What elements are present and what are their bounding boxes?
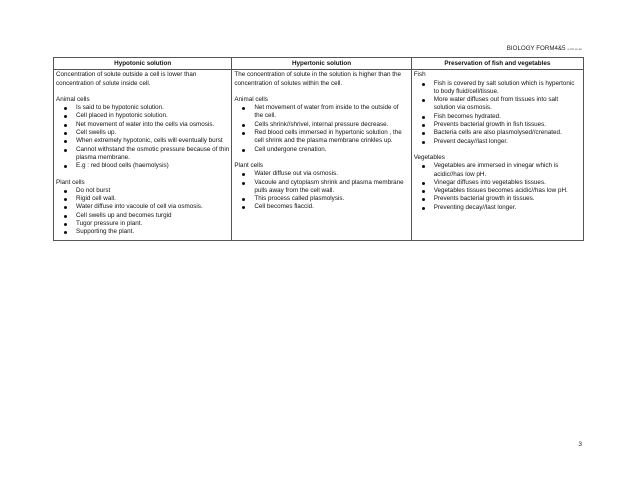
list-item: Fish becomes hydrated. xyxy=(434,113,581,121)
list-item: Vegetables are immersed in vinegar which is acidic//has low pH. xyxy=(434,162,581,179)
table-body-row xyxy=(54,70,584,240)
vegetables-heading: Vegetables xyxy=(413,153,445,161)
hypertonic-animal-heading: Animal cells xyxy=(234,95,268,103)
list-item: Vinegar diffuses into vegetables tissues. xyxy=(434,179,581,187)
list-item: Net movement of water from inside to the outside of the cell. xyxy=(254,104,408,121)
list-item: Fish is covered by salt solution which is hypertonic to body fluid/cell/tissue. xyxy=(434,80,581,97)
fish-list xyxy=(414,80,581,146)
list-item: E.g : red blood cells (haemolysis) xyxy=(76,162,229,170)
column-heading-preservation: Preservation of fish and vegetables xyxy=(411,58,583,70)
hypertonic-plant-list xyxy=(234,170,408,211)
page-number: 3 xyxy=(578,441,582,448)
hypotonic-animal-heading: Animal cells xyxy=(56,95,90,103)
list-item: Cell swells up. xyxy=(76,129,229,137)
list-item: Vegetables tissues becomes acidic//has low pH. xyxy=(434,187,581,195)
hypotonic-definition: Concentration of solute outside a cell is lower than concentration of solute inside cell. xyxy=(56,71,197,87)
list-item: Red blood cells immersed in hypertonic solution , the cell shrink and the plasma membrane crinkles up. xyxy=(254,129,408,146)
list-item: When extremely hypotonic, cells will eventually burst xyxy=(76,137,229,145)
header-note: e-biz.co.ke xyxy=(567,47,582,51)
list-item: Tugor pressure in plant. xyxy=(76,220,229,228)
hypotonic-animal-list xyxy=(56,104,229,170)
list-item: Net movement of water into the cells via osmosis. xyxy=(76,121,229,129)
list-item: Supporting the plant. xyxy=(76,228,229,236)
list-item: Rigid cell wall. xyxy=(76,195,229,203)
hypertonic-definition: The concentration of solute in the solution is higher than the concentration of solutes within the cell. xyxy=(234,71,401,87)
list-item: Cells shrink//shrivel, internal pressure decrease. xyxy=(254,121,408,129)
comparison-table xyxy=(53,57,584,241)
hypertonic-plant-heading: Plant cells xyxy=(234,161,264,169)
table-header-row xyxy=(54,58,584,70)
list-item: Prevents bacterial growth in fish tissues. xyxy=(434,121,581,129)
list-item: Prevent decay//last longer. xyxy=(434,138,581,146)
hypotonic-plant-heading: Plant cells xyxy=(56,178,85,186)
preservation-cell xyxy=(411,70,583,240)
column-heading-hypotonic: Hypotonic solution xyxy=(54,58,232,70)
list-item: Is said to be hypotonic solution. xyxy=(76,104,229,112)
hypertonic-animal-list xyxy=(234,104,408,154)
list-item: Cell swells up and becomes turgid xyxy=(76,212,229,220)
header-title: BIOLOGY FORM4&5 xyxy=(506,45,566,52)
list-item: More water diffuses out from tissues into salt solution via osmosis. xyxy=(434,96,581,113)
list-item: Preventing decay//last longer. xyxy=(434,204,581,212)
list-item: Water diffuse into vacoule of cell via osmosis. xyxy=(76,203,229,211)
list-item: Cell undergone crenation. xyxy=(254,146,408,154)
list-item: Vacoule and cytoplasm shrink and plasma membrane pulls away from the cell wall. xyxy=(254,179,408,196)
hypotonic-cell xyxy=(54,70,232,240)
list-item: Cell becomes flaccid. xyxy=(254,203,408,211)
list-item: Water diffuse out via osmosis. xyxy=(254,170,408,178)
list-item: Prevents bacterial growth in tissues. xyxy=(434,195,581,203)
hypotonic-plant-list xyxy=(56,187,229,237)
list-item: This process called plasmolysis. xyxy=(254,195,408,203)
list-item: Do not burst xyxy=(76,187,229,195)
fish-heading: Fish xyxy=(413,71,426,79)
running-header xyxy=(507,45,582,52)
list-item: Cell placed in hypotonic solution. xyxy=(76,112,229,120)
list-item: Cannot withstand the osmotic pressure because of thin plasma membrane. xyxy=(76,145,230,161)
list-item: Bacteria cells are also plasmolysed//crenated. xyxy=(434,129,581,137)
hypertonic-cell xyxy=(232,70,411,240)
vegetables-list xyxy=(414,162,581,212)
column-heading-hypertonic: Hypertonic solution xyxy=(232,58,411,70)
